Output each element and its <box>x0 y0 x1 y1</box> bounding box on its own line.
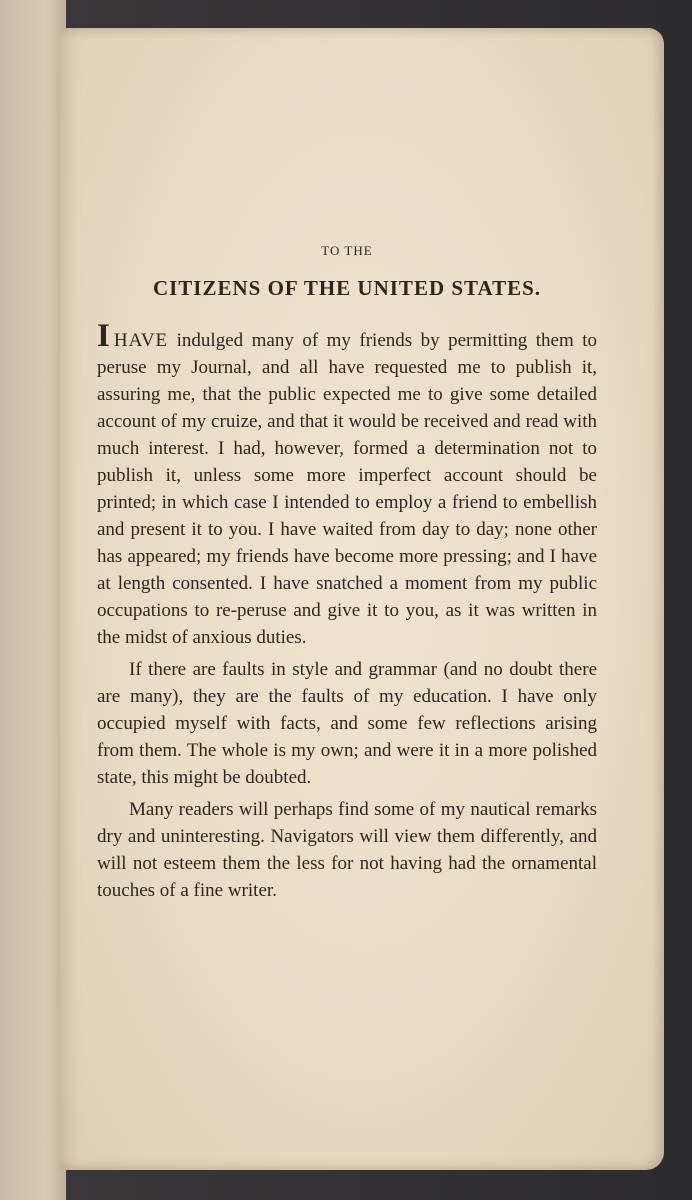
page-sheet <box>60 28 664 1170</box>
previous-page-edge <box>0 0 66 1200</box>
pre-heading: TO THE <box>321 243 373 258</box>
page-heading: CITIZENS OF THE UNITED STATES. <box>152 276 542 300</box>
page-content <box>97 243 597 904</box>
lead-word: HAVE <box>113 330 169 351</box>
drop-cap: I <box>97 318 110 354</box>
paragraph-1 <box>97 318 597 651</box>
paragraph-1-text: indulged many of my friends by permitting them to peruse my Journal, and all have requested me to publish it, assuring me, that the public expected me to give some detailed account of my cruize, and that it would be received and read with much interest. I had, however, formed a determination not to publish it, unless some more imperfect account should be printed; in which case I intended to employ a friend to embellish and present it to you. I have waited from day to day; none other has appeared; my friends have become more pressing; and I have at length consented. I have snatched a moment from my public occupations to re-peruse and give it to you, as it was written in the midst of anxious duties. <box>97 330 597 648</box>
paragraph-2: If there are faults in style and grammar (and no doubt there are many), they are the faults of my education. I have only occupied myself with facts, and some few reflections arising from them. The whole is my own; and were it in a more polished state, this might be doubted. <box>97 659 597 788</box>
paragraph-3: Many readers will perhaps find some of my nautical remarks dry and uninteresting. Navigators will view them differently, and will not esteem them the less for not having had the ornamental touches of a fine writer. <box>97 799 597 901</box>
